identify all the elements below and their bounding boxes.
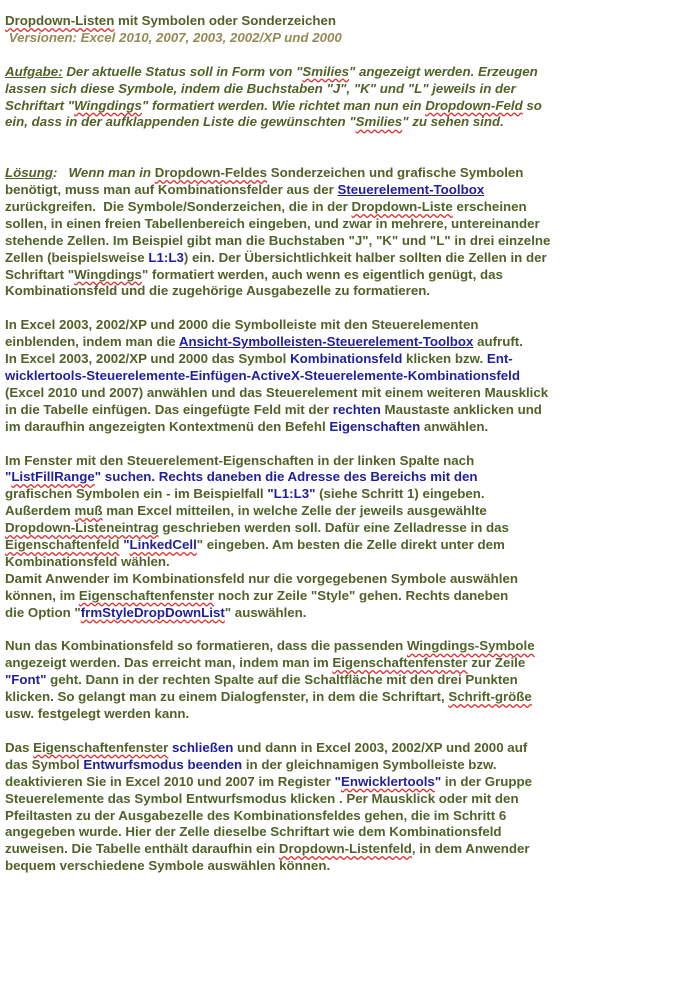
title-term: Dropdown-Listen	[5, 13, 115, 28]
p6-line-4: Steuerelemente das Symbol Entwurfsmodus klicken . Per Mausklick oder mit den	[5, 790, 519, 806]
loesung-line-3	[5, 199, 685, 216]
p3-line-6	[5, 402, 685, 419]
loesung-line-5: stehende Zellen. Im Beispiel gibt man die Buchstaben "J", "K" und "L" in drei einzelne	[5, 232, 551, 248]
term: Eigenschaften	[329, 418, 421, 434]
p5-line-1	[5, 638, 685, 655]
p3-line-4: wicklertools-Steuerelemente-Einfügen-ActiveX-Steuerelemente-Kombinationsfeld	[5, 367, 520, 383]
term: Wingdings	[74, 97, 142, 113]
text: können, im	[5, 587, 79, 603]
text: Sonderzeichen und grafische Symbolen	[267, 165, 524, 181]
text: , in dem Anwender	[411, 841, 530, 857]
term: "Font"	[5, 672, 47, 688]
aufgabe-label: Aufgabe:	[5, 63, 63, 79]
p4-line-4	[5, 503, 685, 520]
term: ListFillRange	[11, 469, 95, 485]
term: Dropdown-Feld	[425, 97, 523, 113]
text: " formatiert werden. Wie richtet man nun ein	[141, 97, 426, 113]
p4-line-5	[5, 520, 685, 537]
text: Außerdem	[5, 503, 75, 519]
term: Entwurfsmodus beenden	[83, 756, 243, 772]
term: Smilies	[302, 63, 349, 79]
p6-line-5: Pfeiltasten zu der Ausgabezelle des Kombinationsfeldes gehen, die im Schritt 6	[5, 807, 507, 823]
term: Smilies	[355, 114, 403, 130]
p4-line-3	[5, 486, 685, 503]
text: Schriftart "	[5, 266, 75, 282]
text: Nun das Kombinationsfeld so formatieren, dass die passenden	[5, 638, 407, 654]
term: Eigenschaftenfenster	[78, 587, 215, 603]
text: "	[334, 773, 341, 789]
text: " eingeben. Am besten die Zelle direkt unter dem	[196, 537, 505, 553]
text: im daraufhin angezeigten Kontextmenü den Befehl	[5, 418, 330, 434]
text: aufruft.	[473, 334, 523, 350]
term: Ent-	[486, 351, 513, 367]
text: in die Tabelle einfügen. Das eingefügte Feld mit der	[5, 401, 333, 417]
text: klicken bzw.	[402, 351, 487, 367]
text: ) ein. Der Übersichtlichkeit halber sollten die Zellen in der	[183, 249, 547, 265]
text: noch zur Zeile "Style" gehen. Rechts daneben	[214, 587, 509, 603]
text: geht. Dann in der rechten Spalte auf die Schaltfläche mit den drei Punkten	[46, 672, 518, 688]
text: zuweisen. Die Tabelle enthält daraufhin ein	[5, 841, 279, 857]
text: angezeigt werden. Das erreicht man, indem man im	[5, 655, 333, 671]
text: deaktivieren Sie in Excel 2010 und 2007 im Register	[5, 773, 335, 789]
text: " formatiert werden, auch wenn es eigentlich genügt, das	[141, 266, 503, 282]
term: Eigenschaftenfeld	[5, 537, 120, 553]
spacer	[5, 47, 685, 64]
p6-line-2	[5, 757, 685, 774]
spacer	[5, 723, 685, 740]
p4-line-6	[5, 537, 685, 554]
spacer	[5, 131, 685, 165]
p6-line-8: bequem verschiedene Symbole auswählen können.	[5, 858, 331, 874]
text: "	[119, 537, 130, 553]
toolbox-link[interactable]: Steuerelement-Toolbox	[337, 182, 485, 198]
p6-line-1	[5, 740, 685, 757]
p6-line-6: angegeben wurde. Hier der Zelle dieselbe Schriftart wie dem Kombinationsfeld	[5, 824, 502, 840]
aufgabe-line-2: lassen sich diese Symbole, indem die Buchstaben "J", "K" und "L" jeweils in der	[5, 80, 516, 96]
text: grafischen Symbolen ein - im Beispielfall	[5, 486, 268, 502]
text: anwählen.	[420, 418, 489, 434]
p4-line-2	[5, 469, 685, 486]
text: zur Zeile	[467, 655, 526, 671]
cell-range: L1:L3	[148, 249, 184, 265]
p3-line-2	[5, 334, 685, 351]
text: " angezeigt werden. Erzeugen	[349, 63, 538, 79]
text: geschrieben werden soll. Dafür eine Zelladresse in das	[158, 520, 509, 536]
loesung-line-4: sollen, in einen freien Tabellenbereich eingeben, und zwar in mehrere, untereinander	[5, 215, 540, 231]
term: Eigenschaftenfenster	[332, 655, 468, 671]
title-rest: mit Symbolen oder Sonderzeichen	[114, 13, 336, 28]
text: so	[522, 97, 542, 113]
versions-line: Versionen: Excel 2010, 2007, 2003, 2002/XP und 2000	[5, 29, 342, 45]
p4-line-7: Kombinationsfeld wählen.	[5, 553, 170, 569]
text: "	[434, 773, 442, 789]
p4-line-9	[5, 588, 685, 605]
p6-line-7	[5, 841, 685, 858]
p5-line-4	[5, 689, 685, 706]
aufgabe-line-4	[5, 114, 685, 131]
text: Maustaste anklicken und	[380, 401, 542, 417]
p4-line-10	[5, 605, 685, 622]
text: Zellen (beispielsweise	[5, 249, 149, 265]
term: frmStyleDropDownList	[80, 604, 225, 620]
p5-line-2	[5, 655, 685, 672]
p5-line-3	[5, 672, 685, 689]
term: LinkedCell	[129, 537, 197, 553]
p3-line-1: In Excel 2003, 2002/XP und 2000 die Symbolleiste mit den Steuerelementen	[5, 317, 479, 333]
spacer	[5, 300, 685, 317]
term: Dropdown-Listeneintrag	[5, 520, 159, 536]
term: Dropdown-Liste	[351, 198, 453, 214]
term: Dropdown-Feldes	[154, 165, 268, 181]
text: das Symbol	[5, 756, 84, 772]
term: schließen	[168, 739, 234, 755]
text: man Excel mitteilen, in welche Zelle der jeweils ausgewählte	[102, 503, 487, 519]
text: : Wenn man in	[53, 165, 155, 181]
cell-range: "L1:L3"	[267, 486, 316, 502]
text: einblenden, indem man die	[5, 334, 179, 350]
text: In Excel 2003, 2002/XP und 2000 das Symbol	[5, 351, 291, 367]
term: Eigenschaftenfenster	[33, 739, 169, 755]
document-body	[5, 13, 685, 875]
p3-line-5: (Excel 2010 und 2007) anwählen und das Steuerelement mit einem weiteren Mausklick	[5, 384, 549, 400]
p5-line-5: usw. festgelegt werden kann.	[5, 706, 190, 722]
term: Wingdings	[74, 266, 142, 282]
term: Schrift-größe	[448, 689, 532, 705]
term: Enwicklertools	[340, 773, 435, 789]
p4-line-1: Im Fenster mit den Steuerelement-Eigenschaften in der linken Spalte nach	[5, 452, 475, 468]
loesung-line-2	[5, 182, 685, 199]
spacer	[5, 622, 685, 639]
text: und dann in Excel 2003, 2002/XP und 2000 auf	[233, 739, 528, 755]
text: in der Gruppe	[441, 773, 532, 789]
term: Kombinationsfeld	[290, 351, 403, 367]
loesung-line-6	[5, 250, 685, 267]
term: Dropdown-Listenfeld	[278, 841, 412, 857]
text: " auswählen.	[224, 604, 307, 620]
text: die Option "	[5, 604, 81, 620]
text: "	[5, 469, 12, 485]
text: ein, dass in der aufklappenden Liste die gewünschten "	[5, 114, 356, 130]
text: in der gleichnamigen Symbolleiste bzw.	[242, 756, 497, 772]
p3-line-3	[5, 351, 685, 368]
text: Der aktuelle Status soll in Form von "	[62, 63, 303, 79]
text: klicken. So gelangt man zu einem Dialogfenster, in dem die Schriftart,	[5, 689, 449, 705]
text: zurückgreifen. Die Symbole/Sonderzeichen, die in der	[5, 198, 352, 214]
text: " suchen. Rechts daneben die Adresse des Bereichs mit den	[94, 469, 478, 485]
p4-line-8: Damit Anwender im Kombinationsfeld nur die vorgegebenen Symbole auswählen	[5, 570, 519, 586]
loesung-line-7	[5, 267, 685, 284]
doc-title	[5, 13, 685, 30]
text: erscheinen	[452, 198, 527, 214]
p3-line-7	[5, 419, 685, 436]
loesung-line-8: Kombinationsfeld und die zugehörige Ausgabezelle zu formatieren.	[5, 283, 431, 299]
text: " zu sehen sind.	[402, 114, 504, 130]
term: rechten	[332, 401, 381, 417]
p6-line-3	[5, 774, 685, 791]
loesung-label: Lösung	[5, 165, 54, 181]
text: Das	[5, 739, 34, 755]
menu-path-link[interactable]: Ansicht-Symbolleisten-Steuerelement-Toolbox	[178, 334, 474, 350]
term: Wingdings-Symbole	[406, 638, 535, 654]
spacer	[5, 436, 685, 453]
aufgabe-line-3	[5, 98, 685, 115]
text: benötigt, muss man auf Kombinationsfelder aus der	[5, 182, 338, 198]
text: (siehe Schritt 1) eingeben.	[315, 486, 485, 502]
term: muß	[74, 503, 103, 519]
loesung-line-1	[5, 165, 685, 182]
text: Schriftart "	[5, 97, 75, 113]
aufgabe-line-1	[5, 64, 685, 81]
